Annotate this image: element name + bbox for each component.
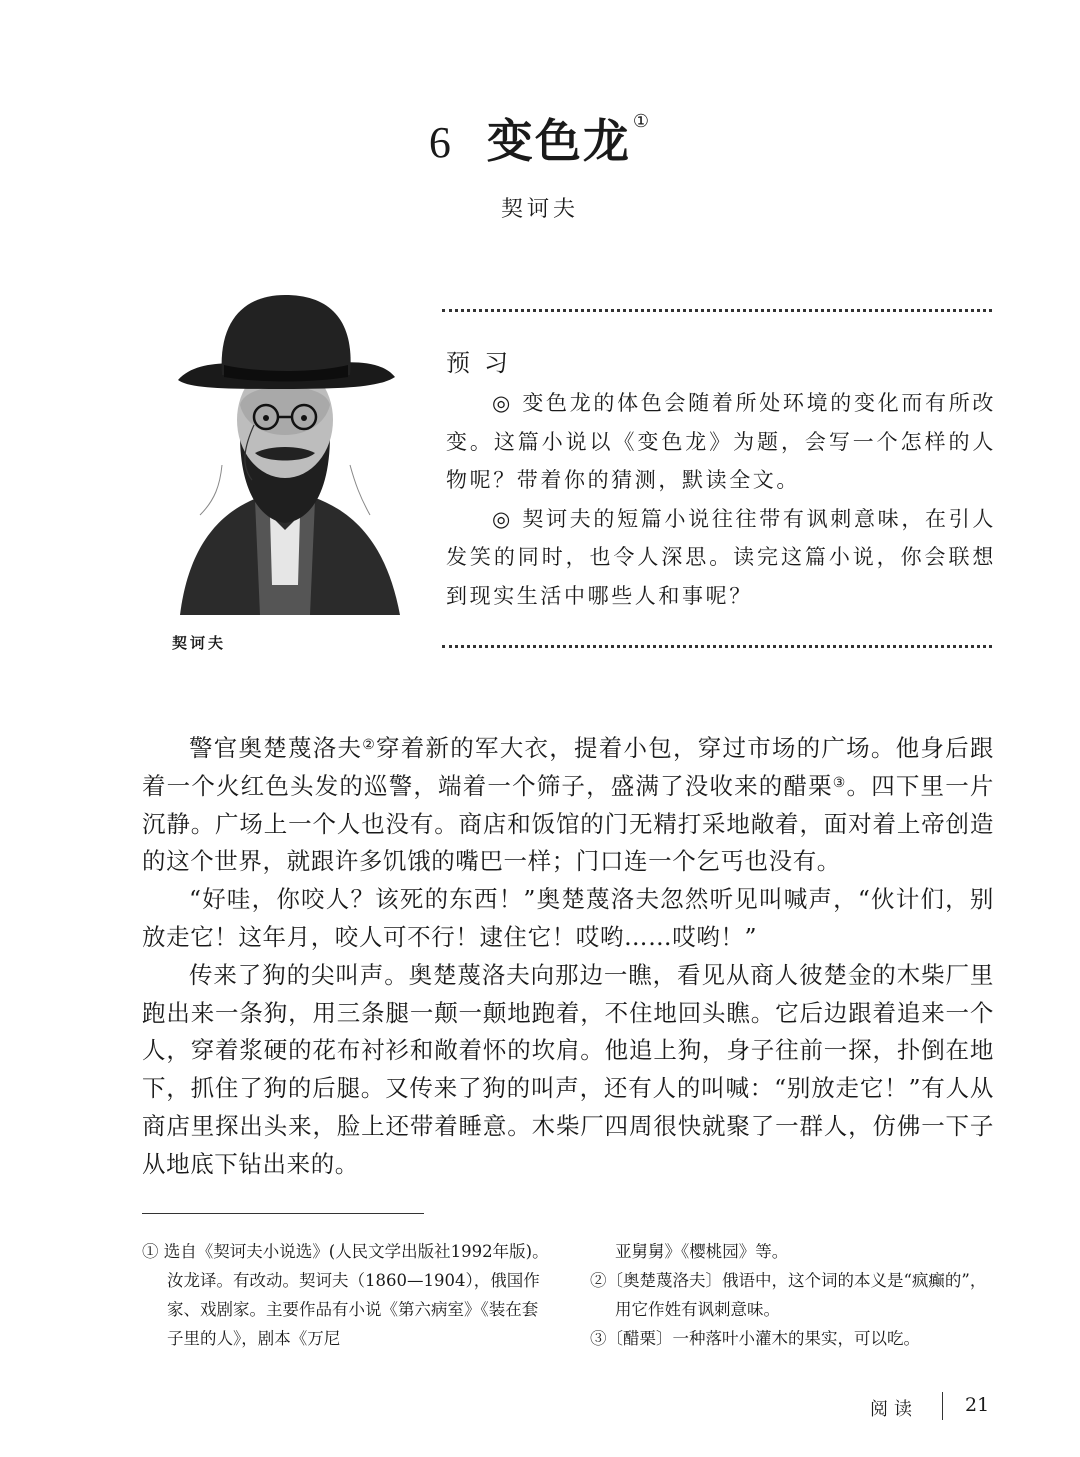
footnote-1: ① 选自《契诃夫小说选》(人民文学出版社1992年版)。汝龙译。有改动。契诃夫（1860—1904），俄国作家、戏剧家。主要作品有小说《第六病室》《装在套子里的人》，剧本《万尼	[142, 1242, 549, 1348]
paragraph-text: 警官奥楚蔑洛夫	[189, 734, 363, 762]
paragraph: 传来了狗的尖叫声。奥楚蔑洛夫向那边一瞧，看见从商人彼楚金的木柴厂里跑出来一条狗，用三条腿一颠一颠地跑着，不住地回头瞧。它后边跟着追来一个人，穿着浆硬的花布衬衫和敞着怀的坎肩。他追上狗，身子往前一探，扑倒在地下，抓住了狗的后腿。又传来了狗的叫声，还有人的叫喊：“别放走它！”有人从商店里探出头来，脸上还带着睡意。木柴厂四周很快就聚了一群人，仿佛一下子从地底下钻出来的。	[142, 960, 994, 1178]
paragraph	[142, 730, 994, 881]
footnotes-left-column	[142, 1237, 552, 1353]
portrait-caption: 契诃夫	[172, 634, 227, 652]
lesson-number: 6	[428, 118, 453, 167]
preview-item: ◎ 变色龙的体色会随着所处环境的变化而有所改变。这篇小说以《变色龙》为题，会写一个怎样的人物呢？带着你的猜测，默读全文。	[446, 391, 996, 492]
footnote-3: ③〔醋栗〕一种落叶小灌木的果实，可以吃。	[590, 1329, 920, 1348]
preview-heading: 预习	[446, 349, 522, 377]
lesson-title-text: 变色龙	[486, 114, 631, 168]
paragraph-text: 。四下里一片沉静。广场上一个人也没有。商店和饭馆的门无精打采地敞着，面对着上帝创造的这个世界，就跟许多饥饿的嘴巴一样；门口连一个乞丐也没有。	[142, 771, 994, 876]
footnote-mark: ③	[832, 774, 847, 791]
lesson-title	[0, 105, 1080, 171]
footnote-mark: ②	[362, 737, 377, 753]
footer-section-label: 阅读	[870, 1399, 918, 1420]
footnote-rule	[142, 1213, 424, 1214]
preview-top-divider	[442, 309, 992, 312]
page-number: 21	[965, 1394, 990, 1416]
paragraph-text: 穿着新的军大衣，提着小包，穿过市场的广场。他身后跟着一个火红色头发的巡警，端着一个筛子，盛满了没收来的醋栗	[142, 734, 994, 800]
paragraph: “好哇，你咬人？该死的东西！”奥楚蔑洛夫忽然听见叫喊声，“伙计们，别放走它！这年月，咬人可不行！逮住它！哎哟……哎哟！”	[142, 885, 994, 951]
author-portrait-image	[160, 285, 410, 615]
preview-body	[446, 384, 996, 615]
preview-bottom-divider	[442, 645, 992, 648]
footnote-2: ②〔奥楚蔑洛夫〕俄语中，这个词的本义是“疯癫的”，用它作姓有讽刺意味。	[590, 1271, 987, 1319]
title-footnote-mark: ①	[632, 111, 652, 132]
footnote-1-continued: 亚舅舅》《樱桃园》等。	[615, 1242, 789, 1261]
preview-item: ◎ 契诃夫的短篇小说往往带有讽刺意味，在引人发笑的同时，也令人深思。读完这篇小说，你会联想到现实生活中哪些人和事呢？	[446, 506, 996, 608]
footer-separator	[942, 1392, 943, 1420]
author-name: 契诃夫	[500, 197, 579, 222]
footnotes-right-column	[590, 1237, 995, 1353]
main-text	[142, 730, 994, 1184]
